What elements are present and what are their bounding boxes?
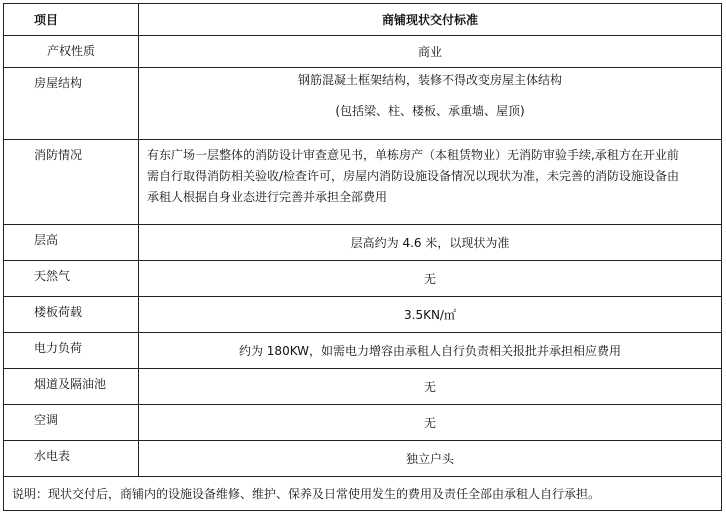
row-label-flue: 烟道及隔油池: [4, 369, 139, 405]
table-note-row: [4, 477, 722, 511]
row-value-fire: [139, 140, 722, 225]
table-row: [4, 36, 722, 68]
row-value-structure: [139, 68, 722, 140]
row-label-floor-load: 楼板荷载: [4, 297, 139, 333]
row-value-floor-load: 3.5KN/㎡: [139, 297, 722, 333]
table-header-row: [4, 4, 722, 36]
row-value-floor-height: 层高约为 4.6 米，以现状为准: [139, 225, 722, 261]
table-row: [4, 297, 722, 333]
row-label-property-nature: 产权性质: [4, 36, 139, 68]
table-row: [4, 225, 722, 261]
table-row: [4, 405, 722, 441]
table-row: [4, 140, 722, 225]
row-value-flue: 无: [139, 369, 722, 405]
table-row: [4, 369, 722, 405]
header-standard: 商铺现状交付标准: [139, 4, 722, 36]
table-row: [4, 68, 722, 140]
row-value-gas: 无: [139, 261, 722, 297]
row-value-ac: 无: [139, 405, 722, 441]
row-value-meter: 独立户头: [139, 441, 722, 477]
delivery-standard-document: [3, 3, 721, 511]
structure-line-2: (包括梁、柱、楼板、承重墙、屋顶): [335, 104, 525, 118]
table-row: [4, 441, 722, 477]
row-label-floor-height: 层高: [4, 225, 139, 261]
table-note: 说明：现状交付后，商铺内的设施设备维修、维护、保养及日常使用发生的费用及责任全部由承租人自行承担。: [4, 477, 722, 511]
header-item: 项目: [4, 4, 139, 36]
fire-line-2: 需自行取得消防相关验收/检查许可，房屋内消防设施设备情况以现状为准，未完善的消防设施设备由: [147, 169, 680, 183]
fire-line-1: 有东广场一层整体的消防设计审查意见书，单栋房产（本租赁物业）无消防审验手续,承租方在开业前: [147, 148, 679, 162]
structure-line-1: 钢筋混凝土框架结构，装修不得改变房屋主体结构: [297, 73, 562, 87]
table-row: [4, 261, 722, 297]
row-value-property-nature: 商业: [139, 36, 722, 68]
row-label-power-load: 电力负荷: [4, 333, 139, 369]
delivery-standard-table: [3, 3, 722, 511]
row-label-structure: 房屋结构: [4, 68, 139, 140]
row-label-fire: 消防情况: [4, 140, 139, 225]
table-row: [4, 333, 722, 369]
row-label-gas: 天然气: [4, 261, 139, 297]
row-label-meter: 水电表: [4, 441, 139, 477]
row-value-power-load: 约为 180KW，如需电力增容由承租人自行负责相关报批并承担相应费用: [139, 333, 722, 369]
row-label-ac: 空调: [4, 405, 139, 441]
fire-line-3: 承租人根据自身业态进行完善并承担全部费用: [147, 190, 388, 204]
